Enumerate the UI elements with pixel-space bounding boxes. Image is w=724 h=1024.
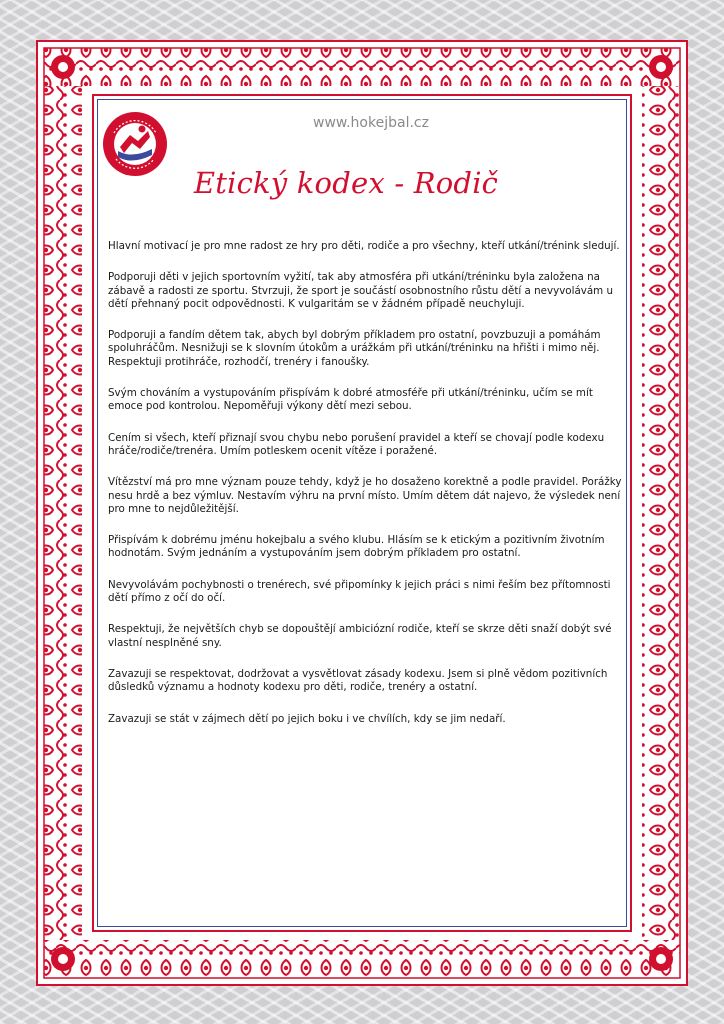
paragraph: Vítězství má pro mne význam pouze tehdy, když je ho dosaženo korektně a podle pravidel. Porážky nesu hrdě a bez výmluv. Nestavím výhru na první místo. Umím dětem dát najevo, že výsledek není pro mne to nejdůležitější. bbox=[108, 476, 622, 515]
document-title: Etický kodex - Rodič bbox=[193, 166, 499, 200]
paragraph: Nevyvolávám pochybnosti o trenérech, své připomínky k jejich práci s nimi řeším bez přítomnosti dětí přímo z očí do očí. bbox=[108, 578, 611, 605]
paragraph: Respektuji, že největších chyb se dopouštějí ambiciózní rodiče, kteří se skrze děti snaží dobýt své vlastní nesplněné sny. bbox=[108, 623, 612, 649]
paragraph: Podporuji děti v jejich sportovním vyžití, tak aby atmosféra při utkání/tréninku byla založena na zábavě a radosti ze sportu. Stvrzuji, že sport je součástí osobnostního růstu dětí a nevyvolávám u dětí přehnaný pocit odpovědnosti. K vulgaritám se v žádném případě neuchyluji. bbox=[108, 271, 613, 310]
paragraph: Svým chováním a vystupováním přispívám k dobré atmosféře při utkání/tréninku, učím se mít emoce pod kontrolou. Nepoměřuji výkony dětí mezi sebou. bbox=[108, 387, 593, 413]
code-of-ethics-text bbox=[108, 240, 628, 744]
paragraph: Přispívám k dobrému jménu hokejbalu a svého klubu. Hlásím se k etickým a pozitivním životním hodnotám. Svým jednáním a vystupováním jsem dobrým příkladem pro ostatní. bbox=[108, 534, 605, 560]
paragraph: Zavazuji se respektovat, dodržovat a vysvětlovat zásady kodexu. Jsem si plně vědom pozitivních důsledků významu a hodnoty kodexu pro děti, rodiče, trenéry a ostatní. bbox=[108, 667, 608, 694]
paragraph: Podporuji a fandím dětem tak, abych byl dobrým příkladem pro ostatní, povzbuzuji a pomáhám spoluhráčům. Nesnižuji se k slovním útokům a urážkám při utkání/tréninku na hřišti i mimo něj. Respektuji protihráče, rozhodčí, trenéry i fanoušky. bbox=[108, 329, 601, 368]
website-url[interactable]: www.hokejbal.cz bbox=[313, 115, 429, 131]
decorative-frame bbox=[36, 40, 688, 986]
paragraph: Hlavní motivací je pro mne radost ze hry pro děti, rodiče a pro všechny, kteří utkání/trénink sledují. bbox=[108, 240, 620, 252]
paragraph: Zavazuji se stát v zájmech dětí po jejich boku i ve chvílích, kdy se jim nedaří. bbox=[108, 712, 506, 725]
paragraph: Cením si všech, kteří přiznají svou chybu nebo porušení pravidel a kteří se chovají podle kodexu hráče/rodiče/trenéra. Umím potleskem ocenit vítěze i poražené. bbox=[108, 431, 605, 457]
